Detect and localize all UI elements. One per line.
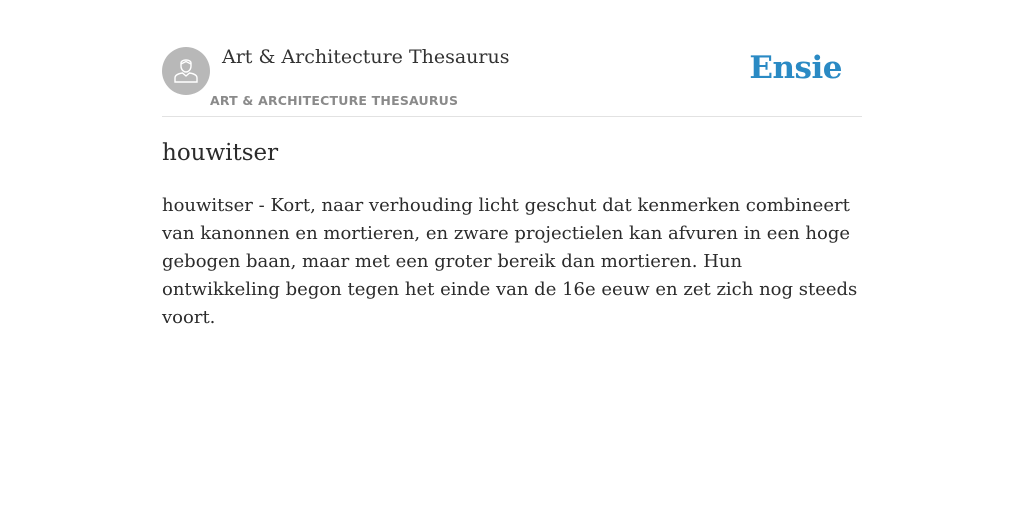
header (162, 46, 862, 117)
site-logo[interactable]: Ensie (749, 50, 842, 86)
article-body: houwitser - Kort, naar verhouding licht geschut dat kenmerken combineert van kanonnen en mortieren, en zware projectielen kan afvuren in een hoge gebogen baan, maar met een groter bereik dan mortieren. Hun ontwikkeling begon tegen het einde van de 16e eeuw en zet zich nog steeds voort. (162, 195, 858, 328)
user-icon (171, 54, 201, 89)
author-name[interactable]: Art & Architecture Thesaurus (222, 46, 510, 68)
avatar[interactable] (162, 47, 210, 95)
author-category[interactable]: ART & ARCHITECTURE THESAURUS (210, 93, 459, 108)
article-title: houwitser (162, 140, 279, 166)
